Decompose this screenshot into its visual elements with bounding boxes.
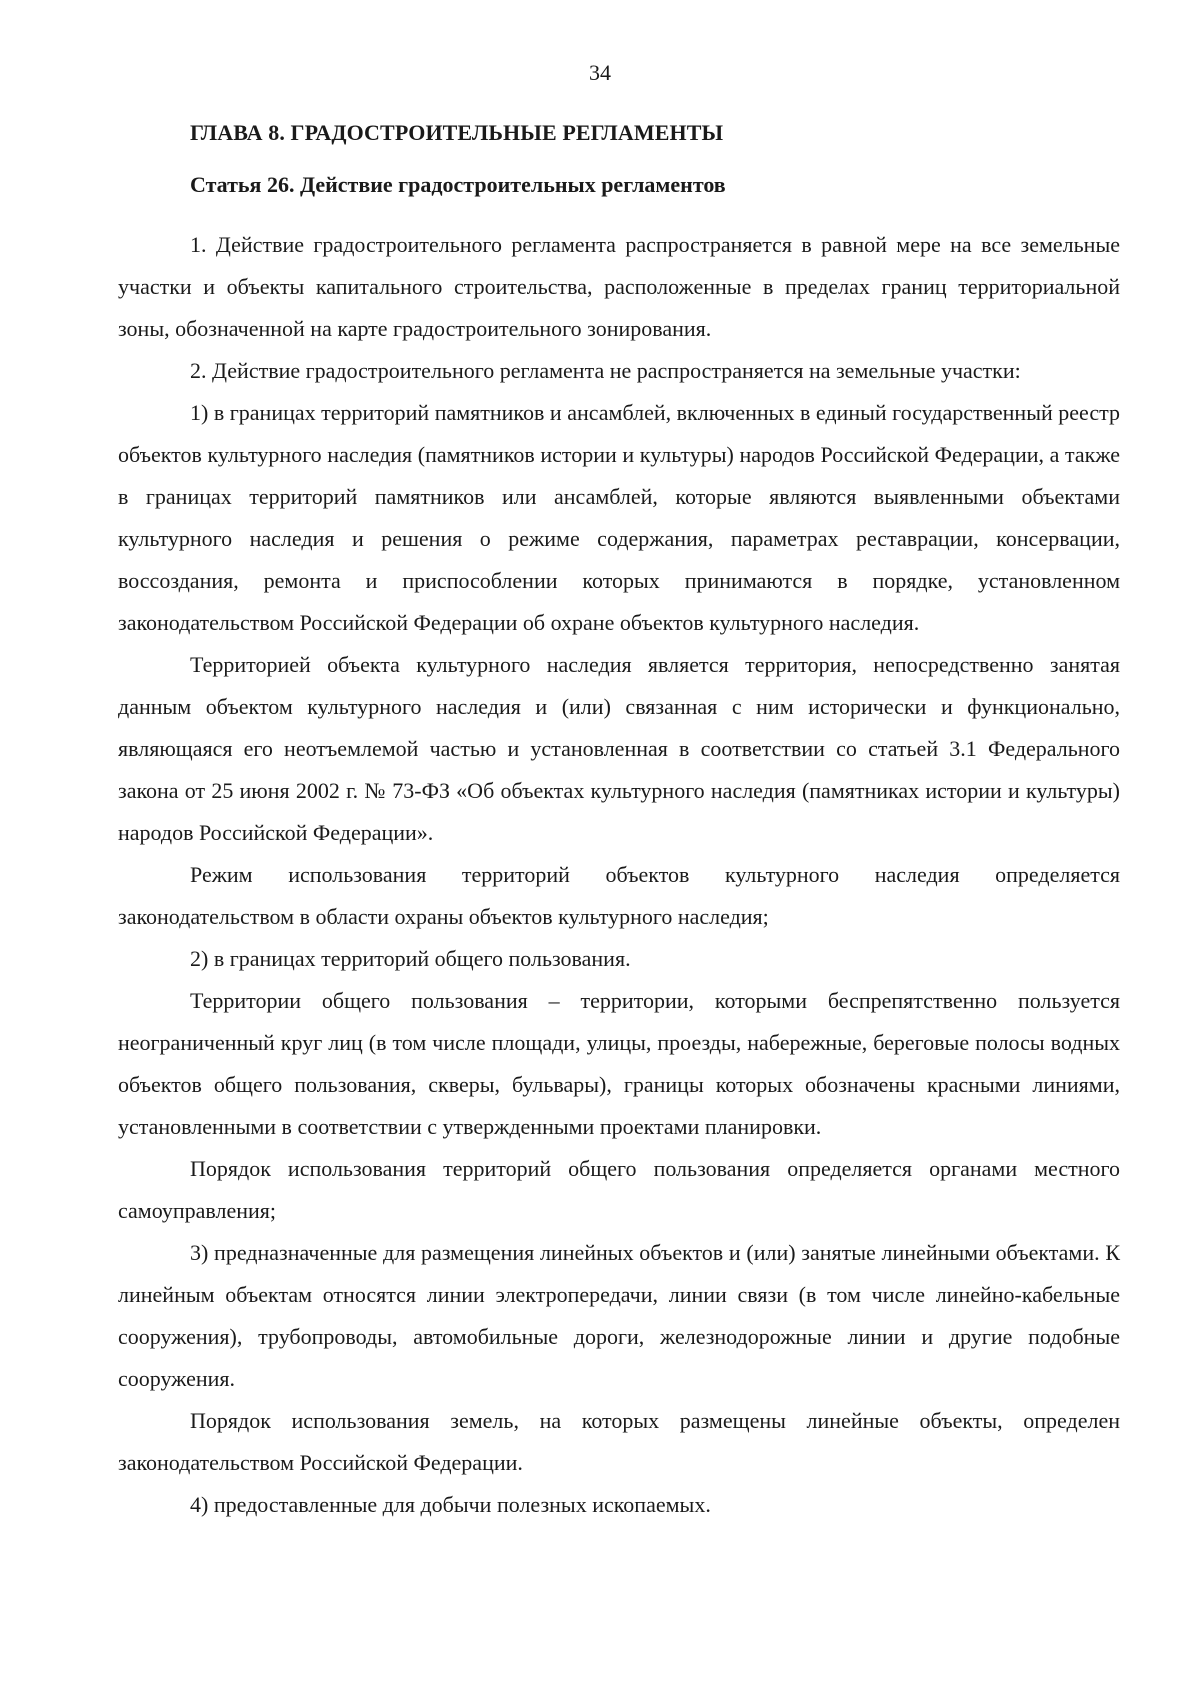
paragraph: 4) предоставленные для добычи полезных ископаемых. — [190, 1492, 711, 1517]
paragraph: Порядок использования земель, на которых размещены линейные объекты, определен законодательством Российской Федерации. — [118, 1408, 1120, 1475]
paragraph: 2. Действие градостроительного регламента не распространяется на земельные участки: — [190, 358, 1021, 383]
article-body — [118, 224, 1120, 1526]
page-number: 34 — [589, 60, 611, 85]
chapter-title: ГЛАВА 8. ГРАДОСТРОИТЕЛЬНЫЕ РЕГЛАМЕНТЫ — [190, 120, 724, 145]
paragraph: Порядок использования территорий общего пользования определяется органами местного самоуправления; — [118, 1156, 1120, 1223]
paragraph: Территорией объекта культурного наследия является территория, непосредственно занятая данным объектом культурного наследия и (или) связанная с ним исторически и функционально, являющаяся его неотъемлемой частью и установленная в соответствии со статьей 3.1 Федерального закона от 25 июня 2002 г. № 73-ФЗ «Об объектах культурного наследия (памятниках истории и культуры) народов Российской Федерации». — [118, 652, 1120, 845]
paragraph: Режим использования территорий объектов культурного наследия определяется законодательством в области охраны объектов культурного наследия; — [118, 862, 1120, 929]
paragraph: 2) в границах территорий общего пользования. — [190, 946, 631, 971]
article-title: Статья 26. Действие градостроительных регламентов — [190, 172, 726, 197]
paragraph: 1) в границах территорий памятников и ансамблей, включенных в единый государственный реестр объектов культурного наследия (памятников истории и культуры) народов Российской Федерации, а также в границах территорий памятников или ансамблей, которые являются выявленными объектами культурного наследия и решения о режиме содержания, параметрах реставрации, консервации, воссоздания, ремонта и приспособлении которых принимаются в порядке, установленном законодательством Российской Федерации об охране объектов культурного наследия. — [118, 400, 1120, 635]
paragraph: 3) предназначенные для размещения линейных объектов и (или) занятые линейными объектами. К линейным объектам относятся линии электропередачи, линии связи (в том числе линейно-кабельные сооружения), трубопроводы, автомобильные дороги, железнодорожные линии и другие подобные сооружения. — [118, 1240, 1120, 1391]
paragraph: Территории общего пользования – территории, которыми беспрепятственно пользуется неограниченный круг лиц (в том числе площади, улицы, проезды, набережные, береговые полосы водных объектов общего пользования, скверы, бульвары), границы которых обозначены красными линиями, установленными в соответствии с утвержденными проектами планировки. — [118, 988, 1120, 1139]
paragraph: 1. Действие градостроительного регламента распространяется в равной мере на все земельные участки и объекты капитального строительства, расположенные в пределах границ территориальной зоны, обозначенной на карте градостроительного зонирования. — [118, 232, 1120, 341]
